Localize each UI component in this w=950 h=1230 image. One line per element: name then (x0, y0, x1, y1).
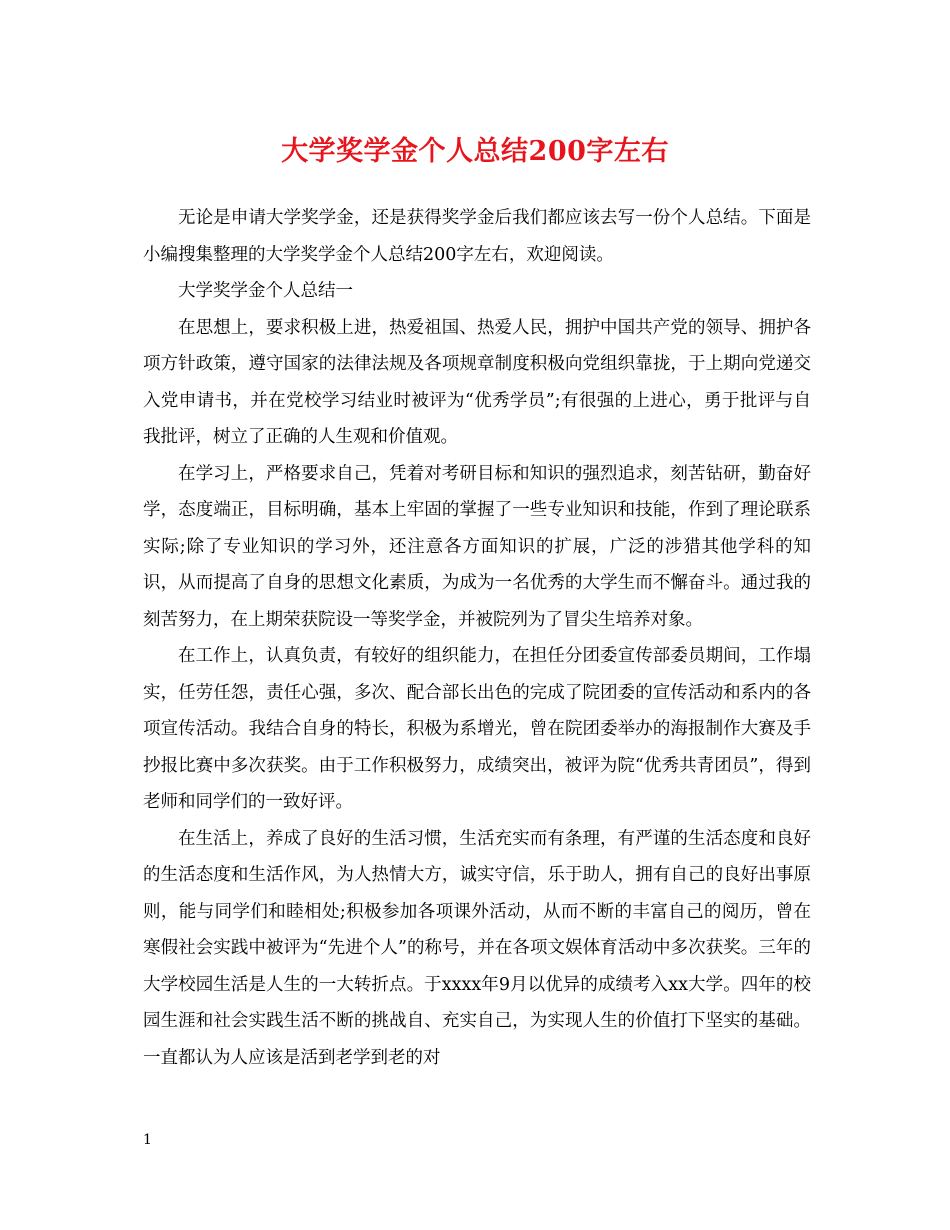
paragraph-work: 在工作上，认真负责，有较好的组织能力，在担任分团委宣传部委员期间，工作塌实，任劳任怨，责任心强，多次、配合部长出色的完成了院团委的宣传活动和系内的各项宣传活动。我结合自身的特长，积极为系增光，曾在院团委举办的海报制作大赛及手抄报比赛中多次获奖。由于工作积极努力，成绩突出，被评为院“优秀共青团员”，得到老师和同学们的一致好评。 (143, 646, 811, 812)
page-number: 1 (143, 1132, 152, 1148)
paragraph-intro: 无论是申请大学奖学金，还是获得奖学金后我们都应该去写一份个人总结。下面是小编搜集整理的大学奖学金个人总结200字左右，欢迎阅读。 (143, 208, 811, 265)
paragraph-thought: 在思想上，要求积极上进，热爱祖国、热爱人民，拥护中国共产党的领导、拥护各项方针政策，遵守国家的法律法规及各项规章制度积极向党组织靠拢，于上期向党递交入党申请书，并在党校学习结业时被评为“优秀学员”;有很强的上进心，勇于批评与自我批评，树立了正确的人生观和价值观。 (143, 317, 811, 447)
document-body (143, 200, 811, 1076)
paragraph-study: 在学习上，严格要求自己，凭着对考研目标和知识的强烈追求，刻苦钻研，勤奋好学，态度端正，目标明确，基本上牢固的掌握了一些专业知识和技能，作到了理论联系实际;除了专业知识的学习外，还注意各方面知识的扩展，广泛的涉猎其他学科的知识，从而提高了自身的思想文化素质，为成为一名优秀的大学生而不懈奋斗。通过我的刻苦努力，在上期荣获院设一等奖学金，并被院列为了冒尖生培养对象。 (143, 463, 811, 630)
section-heading: 大学奖学金个人总结一 (178, 281, 353, 301)
document-title: 大学奖学金个人总结200字左右 (281, 136, 669, 167)
paragraph-life: 在生活上，养成了良好的生活习惯，生活充实而有条理，有严谨的生活态度和良好的生活态度和生活作风，为人热情大方，诚实守信，乐于助人，拥有自己的良好出事原则，能与同学们和睦相处;积极参加各项课外活动，从而不断的丰富自己的阅历，曾在寒假社会实践中被评为“先进个人”的称号，并在各项文娱体育活动中多次获奖。三年的大学校园生活是人生的一大转折点。于xxxx年9月以优异的成绩考入xx大学。四年的校园生涯和社会实践生活不断的挑战自、充实自己，为实现人生的价值打下坚实的基础。一直都认为人应该是活到老学到老的对 (143, 828, 811, 1068)
